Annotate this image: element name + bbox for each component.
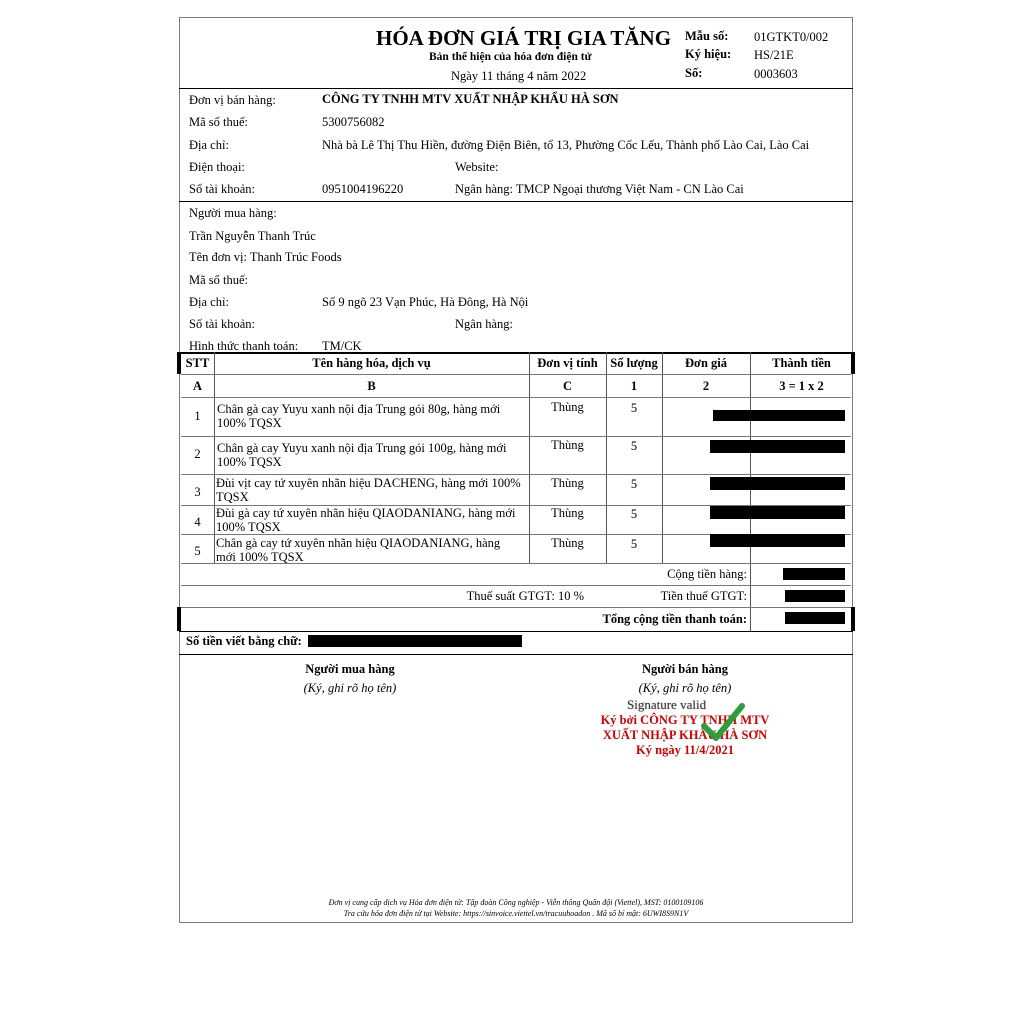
row-5-qty: 5 — [630, 537, 638, 551]
check-mark-icon — [700, 700, 746, 746]
th-price: Đơn giá — [685, 356, 727, 370]
row-line — [181, 374, 851, 375]
buyer-bank-label: Ngân hàng: — [455, 317, 513, 331]
redacted-price — [710, 440, 845, 453]
row-line — [181, 436, 851, 437]
row-4-unit: Thùng — [551, 506, 584, 520]
signature-valid-text: Signature valid — [627, 697, 707, 712]
redacted-price — [710, 506, 845, 519]
redacted-amount-in-words — [308, 635, 522, 647]
code-c: C — [562, 379, 573, 393]
seller-phone-label: Điện thoại: — [189, 160, 245, 174]
col-line — [750, 352, 751, 632]
grand-total-label: Tổng cộng tiền thanh toán: — [602, 612, 747, 626]
row-line — [181, 585, 851, 586]
th-total: Thành tiền — [772, 356, 831, 370]
seller-name: CÔNG TY TNHH MTV XUẤT NHẬP KHẨU HÀ SƠN — [322, 92, 619, 106]
number-label: Số: — [685, 66, 703, 80]
seller-address: Nhà bà Lê Thị Thu Hiền, đường Điện Biên, tổ 13, Phường Cốc Lếu, Thành phố Lào Cai, Lào Cai — [322, 138, 810, 152]
row-4-stt: 4 — [194, 515, 201, 529]
buyer-label: Người mua hàng: — [189, 206, 277, 220]
invoice-date: Ngày 11 tháng 4 năm 2022 — [451, 69, 587, 83]
buyer-unit: Tên đơn vị: Thanh Trúc Foods — [189, 250, 342, 264]
seller-tax: 5300756082 — [322, 115, 385, 129]
seller-account: 0951004196220 — [322, 182, 404, 196]
buyer-sign-title: Người mua hàng — [305, 662, 395, 676]
redacted-price — [710, 534, 845, 547]
row-3-qty: 5 — [630, 477, 638, 491]
row-5-stt: 5 — [194, 544, 201, 558]
form-value: 01GTKT0/002 — [754, 30, 829, 44]
redacted-price — [710, 477, 845, 490]
row-2-stt: 2 — [194, 447, 201, 461]
th-stt: STT — [185, 356, 210, 370]
code-b: B — [367, 379, 376, 393]
invoice-title: HÓA ĐƠN GIÁ TRỊ GIA TĂNG — [376, 26, 672, 50]
table-top-border — [179, 352, 853, 354]
code-a: A — [192, 379, 203, 393]
total-right-thick — [851, 607, 855, 631]
row-2-qty: 5 — [630, 439, 638, 453]
vat-rate: Thuế suất GTGT: 10 % — [466, 589, 584, 603]
divider — [179, 631, 853, 632]
invoice-subtitle: Bản thể hiện của hóa đơn điện tử — [429, 51, 592, 63]
row-2-name: Chân gà cay Yuyu xanh nội địa Trung gói 100g, hàng mới 100% TQSX — [217, 441, 507, 469]
code-3: 3 = 1 x 2 — [779, 379, 824, 393]
signed-by-line-2: XUẤT NHẬP KHẨU HÀ SƠN — [602, 728, 768, 742]
buyer-name: Trần Nguyễn Thanh Trúc — [189, 229, 316, 243]
vat-label: Tiền thuế GTGT: — [660, 589, 747, 603]
row-5-name: Chân gà cay tứ xuyên nhãn hiệu QIAODANIANG, hàng mới 100% TQSX — [216, 536, 501, 564]
row-1-unit: Thùng — [551, 400, 584, 414]
redacted-subtotal — [783, 568, 845, 580]
row-line — [181, 563, 851, 564]
seller-tax-label: Mã số thuế: — [189, 115, 249, 129]
seller-name-label: Đơn vị bán hàng: — [189, 93, 276, 107]
form-label: Mẫu số: — [685, 29, 729, 43]
payment-label: Hình thức thanh toán: — [189, 339, 299, 353]
row-line — [181, 474, 851, 475]
row-4-name: Đùi gà cay tứ xuyên nhãn hiệu QIAODANIANG, hàng mới 100% TQSX — [216, 506, 516, 534]
seller-account-label: Số tài khoản: — [189, 182, 255, 196]
th-name: Tên hàng hóa, dịch vụ — [312, 356, 431, 370]
code-2: 2 — [702, 379, 710, 393]
redacted-price — [713, 410, 845, 421]
subtotal-label: Cộng tiền hàng: — [667, 567, 747, 581]
divider — [179, 201, 853, 202]
row-2-unit: Thùng — [551, 438, 584, 452]
redacted-vat — [785, 590, 845, 602]
row-3-name: Đùi vịt cay tứ xuyên nhãn hiệu DACHENG, hàng mới 100% TQSX — [216, 476, 521, 504]
row-line — [181, 607, 851, 608]
row-1-stt: 1 — [194, 409, 201, 423]
amount-in-words-label: Số tiền viết bằng chữ: — [186, 634, 302, 648]
seller-website-label: Website: — [455, 160, 499, 174]
seller-sign-hint: (Ký, ghi rõ họ tên) — [638, 681, 732, 695]
signed-by-line-1: Ký bởi CÔNG TY TNHH MTV — [600, 713, 770, 727]
row-1-name: Chân gà cay Yuyu xanh nội địa Trung gói 80g, hàng mới 100% TQSX — [217, 402, 501, 430]
seller-bank: Ngân hàng: TMCP Ngoại thương Việt Nam - CN Lào Cai — [455, 182, 744, 196]
seller-address-label: Địa chỉ: — [189, 138, 229, 152]
row-line — [181, 397, 851, 398]
buyer-account-label: Số tài khoản: — [189, 317, 255, 331]
divider — [179, 654, 853, 655]
footer-line-2: Tra cứu hóa đơn điện tử tại Website: https://sinvoice.viettel.vn/tracuuhoadon . Mã số bí mật: 6UWI8S9N1V — [343, 909, 689, 918]
symbol-value: HS/21E — [754, 48, 794, 62]
row-3-stt: 3 — [194, 485, 201, 499]
row-3-unit: Thùng — [551, 476, 584, 490]
th-qty: Số lượng — [610, 356, 658, 370]
buyer-tax-label: Mã số thuế: — [189, 273, 249, 287]
buyer-address-label: Địa chỉ: — [189, 295, 229, 309]
seller-sign-title: Người bán hàng — [642, 662, 728, 676]
number-value: 0003603 — [754, 67, 798, 81]
buyer-address: Số 9 ngõ 23 Vạn Phúc, Hà Đông, Hà Nội — [322, 295, 529, 309]
redacted-grand-total — [785, 612, 845, 624]
buyer-sign-hint: (Ký, ghi rõ họ tên) — [303, 681, 397, 695]
payment-value: TM/CK — [322, 339, 362, 353]
signed-date: Ký ngày 11/4/2021 — [636, 743, 734, 757]
symbol-label: Ký hiệu: — [685, 47, 732, 61]
total-left-thick — [177, 607, 181, 631]
divider — [179, 88, 853, 89]
row-5-unit: Thùng — [551, 536, 584, 550]
footer-line-1: Đơn vị cung cấp dịch vụ Hóa đơn điện tử: Tập đoàn Công nghiệp - Viễn thông Quân đội (Viettel), MST: 0100109106 — [328, 898, 704, 907]
row-4-qty: 5 — [630, 507, 638, 521]
code-1: 1 — [630, 379, 638, 393]
row-1-qty: 5 — [630, 401, 638, 415]
th-unit: Đơn vị tính — [537, 356, 598, 370]
